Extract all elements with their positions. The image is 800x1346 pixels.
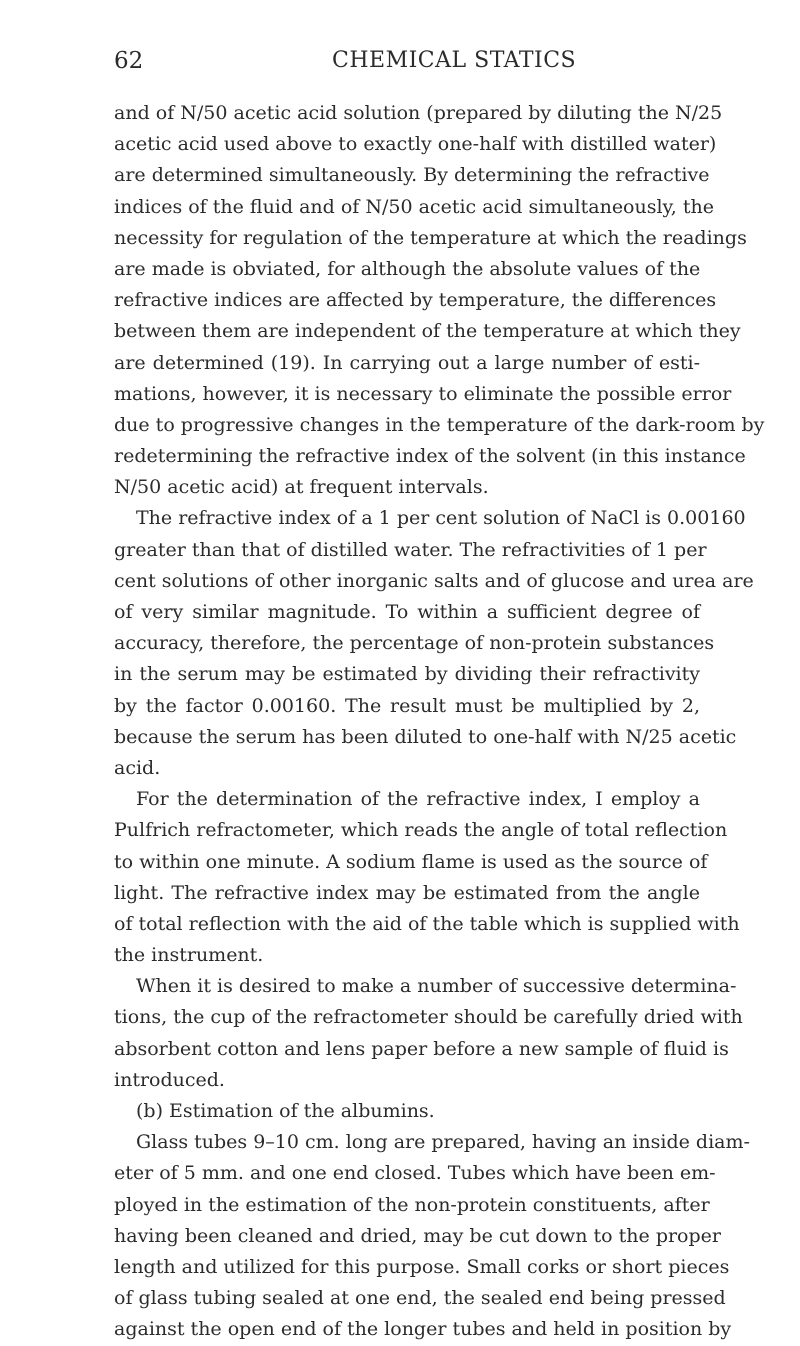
body-text bbox=[114, 98, 765, 1346]
text-line: greater than that of distilled water. The refractivities of 1 per bbox=[114, 538, 707, 561]
text-line: refractive indices are affected by temperature, the differences bbox=[114, 289, 717, 312]
text-line: in the serum may be estimated by dividing their refractivity bbox=[114, 663, 700, 686]
text-line: the instrument. bbox=[114, 944, 264, 967]
text-line: eter of 5 mm. and one end closed. Tubes which have been em- bbox=[114, 1162, 716, 1185]
text-line: redetermining the refractive index of the solvent (in this instance bbox=[114, 445, 746, 468]
text-line: are made is obviated, for although the absolute values of the bbox=[114, 257, 701, 280]
text-line: of very similar magnitude. To within a sufficient degree of bbox=[114, 601, 700, 623]
text-line: absorbent cotton and lens paper before a new sample of fluid is bbox=[114, 1037, 729, 1060]
text-line: of total reflection with the aid of the table which is supplied with bbox=[114, 912, 740, 935]
text-line: length and utilized for this purpose. Small corks or short pieces bbox=[114, 1255, 730, 1278]
text-line: Pulfrich refractometer, which reads the angle of total reflection bbox=[114, 819, 728, 842]
text-line: For the determination of the refractive index, I employ a bbox=[136, 788, 700, 811]
text-line: The refractive index of a 1 per cent solution of NaCl is 0.00160 bbox=[136, 507, 746, 530]
text-line: Glass tubes 9–10 cm. long are prepared, having an inside diam- bbox=[136, 1131, 750, 1154]
text-line: between them are independent of the temperature at which they bbox=[114, 320, 741, 343]
text-line: indices of the fluid and of N/50 acetic acid simultaneously, the bbox=[114, 195, 714, 218]
text-line: due to progressive changes in the temperature of the dark-room by bbox=[114, 413, 765, 436]
text-line: introduced. bbox=[114, 1068, 225, 1091]
text-line: (b) Estimation of the albumins. bbox=[136, 1100, 435, 1122]
text-line: light. The refractive index may be estimated from the angle bbox=[114, 881, 700, 904]
text-line: against the open end of the longer tubes and held in position by bbox=[114, 1318, 732, 1341]
text-line: necessity for regulation of the temperature at which the readings bbox=[114, 226, 747, 249]
text-line: ployed in the estimation of the non-protein constituents, after bbox=[114, 1193, 710, 1216]
text-line: When it is desired to make a number of successive determina- bbox=[136, 975, 737, 998]
text-line: to within one minute. A sodium flame is used as the source of bbox=[114, 850, 708, 873]
text-line: of glass tubing sealed at one end, the sealed end being pressed bbox=[114, 1287, 726, 1310]
text-line: by the factor 0.00160. The result must be multiplied by 2, bbox=[114, 694, 700, 717]
text-line: having been cleaned and dried, may be cut down to the proper bbox=[114, 1224, 721, 1247]
text-line: and of N/50 acetic acid solution (prepared by diluting the N/25 bbox=[114, 102, 723, 124]
text-line: acetic acid used above to exactly one-half with distilled water) bbox=[114, 133, 717, 156]
text-line: mations, however, it is necessary to eliminate the possible error bbox=[114, 382, 732, 405]
text-line: are determined (19). In carrying out a large number of esti- bbox=[114, 351, 700, 374]
text-line: tions, the cup of the refractometer should be carefully dried with bbox=[114, 1006, 743, 1029]
text-line: accuracy, therefore, the percentage of non-protein substances bbox=[114, 632, 715, 655]
page-header bbox=[114, 48, 700, 88]
page-number: 62 bbox=[114, 48, 144, 74]
text-line: acid. bbox=[114, 756, 161, 779]
text-line: N/50 acetic acid) at frequent intervals. bbox=[114, 476, 489, 499]
text-line: are determined simultaneously. By determining the refractive bbox=[114, 164, 710, 187]
text-line: cent solutions of other inorganic salts and of glucose and urea are bbox=[114, 569, 754, 592]
running-head: CHEMICAL STATICS bbox=[332, 48, 577, 73]
text-line: because the serum has been diluted to one-half with N/25 acetic bbox=[114, 725, 737, 748]
